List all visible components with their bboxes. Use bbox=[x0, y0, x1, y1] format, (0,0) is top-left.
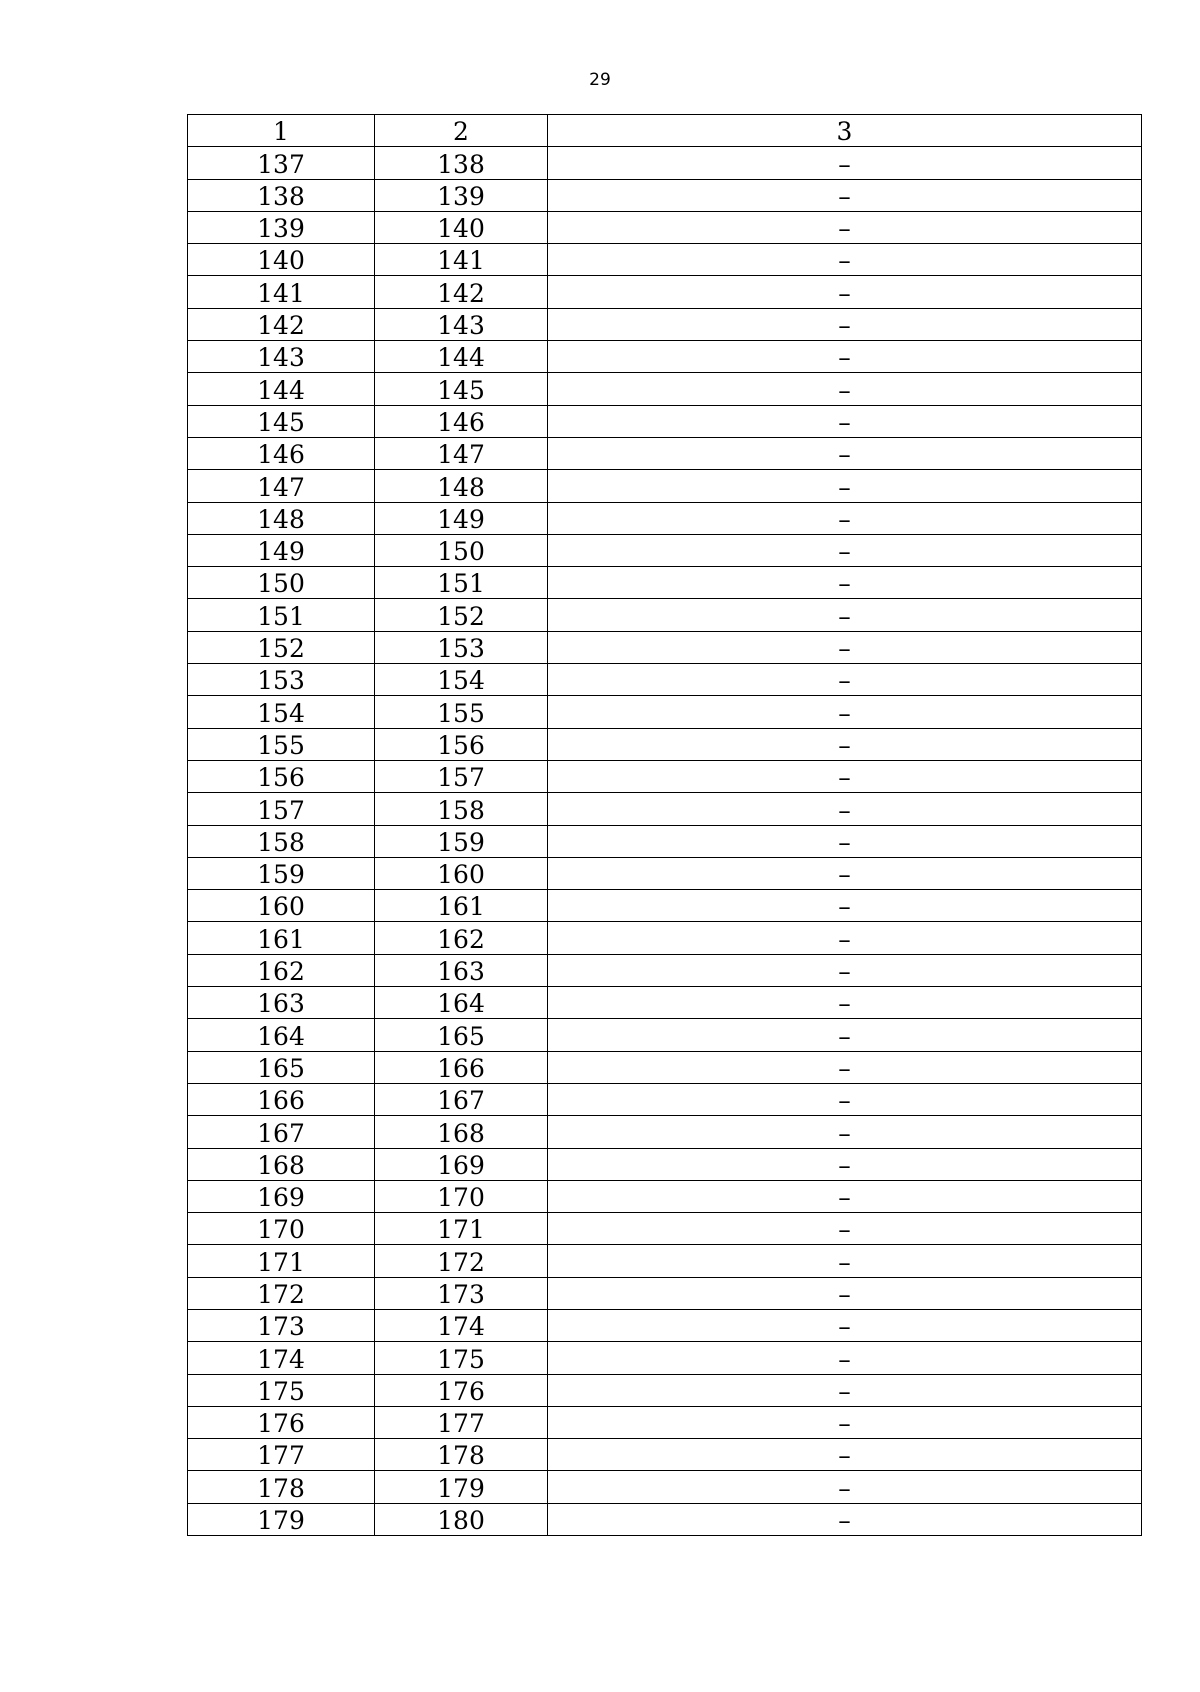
cell-col-1: 161 bbox=[188, 922, 375, 954]
cell-col-3: – bbox=[548, 1277, 1142, 1309]
table-row bbox=[188, 147, 1142, 179]
data-table bbox=[187, 114, 1142, 1536]
cell-col-1: 150 bbox=[188, 567, 375, 599]
cell-col-2: 164 bbox=[375, 987, 548, 1019]
cell-col-2: 166 bbox=[375, 1051, 548, 1083]
table-row bbox=[188, 276, 1142, 308]
table-row bbox=[188, 1148, 1142, 1180]
cell-col-1: 167 bbox=[188, 1116, 375, 1148]
table-row bbox=[188, 922, 1142, 954]
cell-col-2: 162 bbox=[375, 922, 548, 954]
cell-col-1: 142 bbox=[188, 308, 375, 340]
cell-col-3: – bbox=[548, 664, 1142, 696]
cell-col-3: – bbox=[548, 341, 1142, 373]
cell-col-3: – bbox=[548, 793, 1142, 825]
cell-col-1: 160 bbox=[188, 890, 375, 922]
cell-col-2: 142 bbox=[375, 276, 548, 308]
cell-col-1: 169 bbox=[188, 1180, 375, 1212]
cell-col-2: 140 bbox=[375, 211, 548, 243]
table-row bbox=[188, 405, 1142, 437]
cell-col-1: 139 bbox=[188, 211, 375, 243]
table-row bbox=[188, 534, 1142, 566]
cell-col-1: 140 bbox=[188, 244, 375, 276]
cell-col-1: 172 bbox=[188, 1277, 375, 1309]
cell-col-2: 167 bbox=[375, 1083, 548, 1115]
cell-col-3: – bbox=[548, 405, 1142, 437]
table-row bbox=[188, 599, 1142, 631]
cell-col-2: 174 bbox=[375, 1309, 548, 1341]
cell-col-3: – bbox=[548, 1342, 1142, 1374]
column-header-3: 3 bbox=[548, 115, 1142, 147]
cell-col-3: – bbox=[548, 1439, 1142, 1471]
table-row bbox=[188, 1503, 1142, 1535]
table-row bbox=[188, 1116, 1142, 1148]
cell-col-3: – bbox=[548, 1471, 1142, 1503]
cell-col-2: 178 bbox=[375, 1439, 548, 1471]
cell-col-1: 153 bbox=[188, 664, 375, 696]
table-row bbox=[188, 1051, 1142, 1083]
cell-col-1: 141 bbox=[188, 276, 375, 308]
cell-col-1: 173 bbox=[188, 1309, 375, 1341]
cell-col-2: 144 bbox=[375, 341, 548, 373]
cell-col-2: 152 bbox=[375, 599, 548, 631]
cell-col-2: 145 bbox=[375, 373, 548, 405]
cell-col-1: 175 bbox=[188, 1374, 375, 1406]
cell-col-1: 152 bbox=[188, 631, 375, 663]
cell-col-1: 145 bbox=[188, 405, 375, 437]
table-row bbox=[188, 1277, 1142, 1309]
cell-col-2: 159 bbox=[375, 825, 548, 857]
table-row bbox=[188, 760, 1142, 792]
cell-col-1: 165 bbox=[188, 1051, 375, 1083]
table-row bbox=[188, 567, 1142, 599]
cell-col-1: 171 bbox=[188, 1245, 375, 1277]
table-row bbox=[188, 1342, 1142, 1374]
cell-col-3: – bbox=[548, 631, 1142, 663]
cell-col-1: 144 bbox=[188, 373, 375, 405]
table-row bbox=[188, 825, 1142, 857]
table-row bbox=[188, 664, 1142, 696]
cell-col-3: – bbox=[548, 696, 1142, 728]
cell-col-3: – bbox=[548, 437, 1142, 469]
cell-col-1: 166 bbox=[188, 1083, 375, 1115]
cell-col-2: 175 bbox=[375, 1342, 548, 1374]
cell-col-1: 157 bbox=[188, 793, 375, 825]
cell-col-3: – bbox=[548, 1051, 1142, 1083]
cell-col-2: 139 bbox=[375, 179, 548, 211]
cell-col-2: 157 bbox=[375, 760, 548, 792]
table-row bbox=[188, 437, 1142, 469]
cell-col-3: – bbox=[548, 599, 1142, 631]
cell-col-3: – bbox=[548, 922, 1142, 954]
table-row bbox=[188, 373, 1142, 405]
cell-col-2: 150 bbox=[375, 534, 548, 566]
cell-col-3: – bbox=[548, 1116, 1142, 1148]
cell-col-1: 170 bbox=[188, 1213, 375, 1245]
cell-col-3: – bbox=[548, 1148, 1142, 1180]
cell-col-1: 149 bbox=[188, 534, 375, 566]
table-row bbox=[188, 1019, 1142, 1051]
table-row bbox=[188, 1213, 1142, 1245]
cell-col-3: – bbox=[548, 1180, 1142, 1212]
cell-col-2: 151 bbox=[375, 567, 548, 599]
cell-col-2: 154 bbox=[375, 664, 548, 696]
cell-col-1: 147 bbox=[188, 470, 375, 502]
cell-col-2: 170 bbox=[375, 1180, 548, 1212]
table-row bbox=[188, 1406, 1142, 1438]
cell-col-3: – bbox=[548, 1019, 1142, 1051]
cell-col-1: 151 bbox=[188, 599, 375, 631]
cell-col-2: 156 bbox=[375, 728, 548, 760]
cell-col-1: 159 bbox=[188, 857, 375, 889]
cell-col-3: – bbox=[548, 825, 1142, 857]
cell-col-2: 148 bbox=[375, 470, 548, 502]
table-row bbox=[188, 179, 1142, 211]
cell-col-1: 143 bbox=[188, 341, 375, 373]
table-row bbox=[188, 793, 1142, 825]
table-row bbox=[188, 1180, 1142, 1212]
cell-col-2: 176 bbox=[375, 1374, 548, 1406]
cell-col-3: – bbox=[548, 1503, 1142, 1535]
cell-col-3: – bbox=[548, 244, 1142, 276]
table-row bbox=[188, 631, 1142, 663]
cell-col-2: 141 bbox=[375, 244, 548, 276]
cell-col-2: 158 bbox=[375, 793, 548, 825]
cell-col-2: 138 bbox=[375, 147, 548, 179]
cell-col-3: – bbox=[548, 1245, 1142, 1277]
table-header-row bbox=[188, 115, 1142, 147]
table-row bbox=[188, 1374, 1142, 1406]
table-row bbox=[188, 954, 1142, 986]
table-row bbox=[188, 1439, 1142, 1471]
cell-col-1: 174 bbox=[188, 1342, 375, 1374]
column-header-2: 2 bbox=[375, 115, 548, 147]
cell-col-1: 158 bbox=[188, 825, 375, 857]
cell-col-2: 165 bbox=[375, 1019, 548, 1051]
cell-col-1: 146 bbox=[188, 437, 375, 469]
cell-col-3: – bbox=[548, 1374, 1142, 1406]
cell-col-2: 168 bbox=[375, 1116, 548, 1148]
cell-col-2: 180 bbox=[375, 1503, 548, 1535]
cell-col-3: – bbox=[548, 373, 1142, 405]
cell-col-2: 177 bbox=[375, 1406, 548, 1438]
cell-col-3: – bbox=[548, 760, 1142, 792]
table-row bbox=[188, 1471, 1142, 1503]
cell-col-3: – bbox=[548, 1083, 1142, 1115]
cell-col-3: – bbox=[548, 502, 1142, 534]
cell-col-3: – bbox=[548, 308, 1142, 340]
cell-col-1: 178 bbox=[188, 1471, 375, 1503]
cell-col-1: 168 bbox=[188, 1148, 375, 1180]
cell-col-3: – bbox=[548, 954, 1142, 986]
cell-col-1: 163 bbox=[188, 987, 375, 1019]
cell-col-2: 172 bbox=[375, 1245, 548, 1277]
page-number: 29 bbox=[589, 70, 611, 90]
cell-col-1: 154 bbox=[188, 696, 375, 728]
cell-col-3: – bbox=[548, 890, 1142, 922]
table-row bbox=[188, 890, 1142, 922]
cell-col-3: – bbox=[548, 147, 1142, 179]
table-body bbox=[188, 147, 1142, 1536]
cell-col-2: 146 bbox=[375, 405, 548, 437]
table-row bbox=[188, 1083, 1142, 1115]
cell-col-1: 164 bbox=[188, 1019, 375, 1051]
table-row bbox=[188, 987, 1142, 1019]
cell-col-3: – bbox=[548, 470, 1142, 502]
table-row bbox=[188, 308, 1142, 340]
cell-col-2: 160 bbox=[375, 857, 548, 889]
cell-col-1: 137 bbox=[188, 147, 375, 179]
table-row bbox=[188, 211, 1142, 243]
cell-col-2: 173 bbox=[375, 1277, 548, 1309]
cell-col-2: 143 bbox=[375, 308, 548, 340]
cell-col-1: 156 bbox=[188, 760, 375, 792]
cell-col-2: 147 bbox=[375, 437, 548, 469]
cell-col-1: 179 bbox=[188, 1503, 375, 1535]
cell-col-2: 153 bbox=[375, 631, 548, 663]
table-row bbox=[188, 1309, 1142, 1341]
cell-col-1: 176 bbox=[188, 1406, 375, 1438]
cell-col-2: 161 bbox=[375, 890, 548, 922]
cell-col-3: – bbox=[548, 534, 1142, 566]
cell-col-2: 163 bbox=[375, 954, 548, 986]
table-row bbox=[188, 470, 1142, 502]
cell-col-3: – bbox=[548, 179, 1142, 211]
table-row bbox=[188, 244, 1142, 276]
cell-col-3: – bbox=[548, 1406, 1142, 1438]
cell-col-3: – bbox=[548, 987, 1142, 1019]
cell-col-3: – bbox=[548, 567, 1142, 599]
table-row bbox=[188, 857, 1142, 889]
cell-col-2: 169 bbox=[375, 1148, 548, 1180]
cell-col-2: 171 bbox=[375, 1213, 548, 1245]
column-header-1: 1 bbox=[188, 115, 375, 147]
cell-col-1: 138 bbox=[188, 179, 375, 211]
cell-col-3: – bbox=[548, 276, 1142, 308]
cell-col-1: 177 bbox=[188, 1439, 375, 1471]
cell-col-3: – bbox=[548, 211, 1142, 243]
cell-col-1: 148 bbox=[188, 502, 375, 534]
cell-col-2: 149 bbox=[375, 502, 548, 534]
table-row bbox=[188, 341, 1142, 373]
table-row bbox=[188, 696, 1142, 728]
cell-col-3: – bbox=[548, 1213, 1142, 1245]
cell-col-3: – bbox=[548, 1309, 1142, 1341]
cell-col-3: – bbox=[548, 728, 1142, 760]
table-row bbox=[188, 1245, 1142, 1277]
table-row bbox=[188, 728, 1142, 760]
cell-col-3: – bbox=[548, 857, 1142, 889]
cell-col-2: 179 bbox=[375, 1471, 548, 1503]
table-row bbox=[188, 502, 1142, 534]
cell-col-2: 155 bbox=[375, 696, 548, 728]
cell-col-1: 162 bbox=[188, 954, 375, 986]
cell-col-1: 155 bbox=[188, 728, 375, 760]
